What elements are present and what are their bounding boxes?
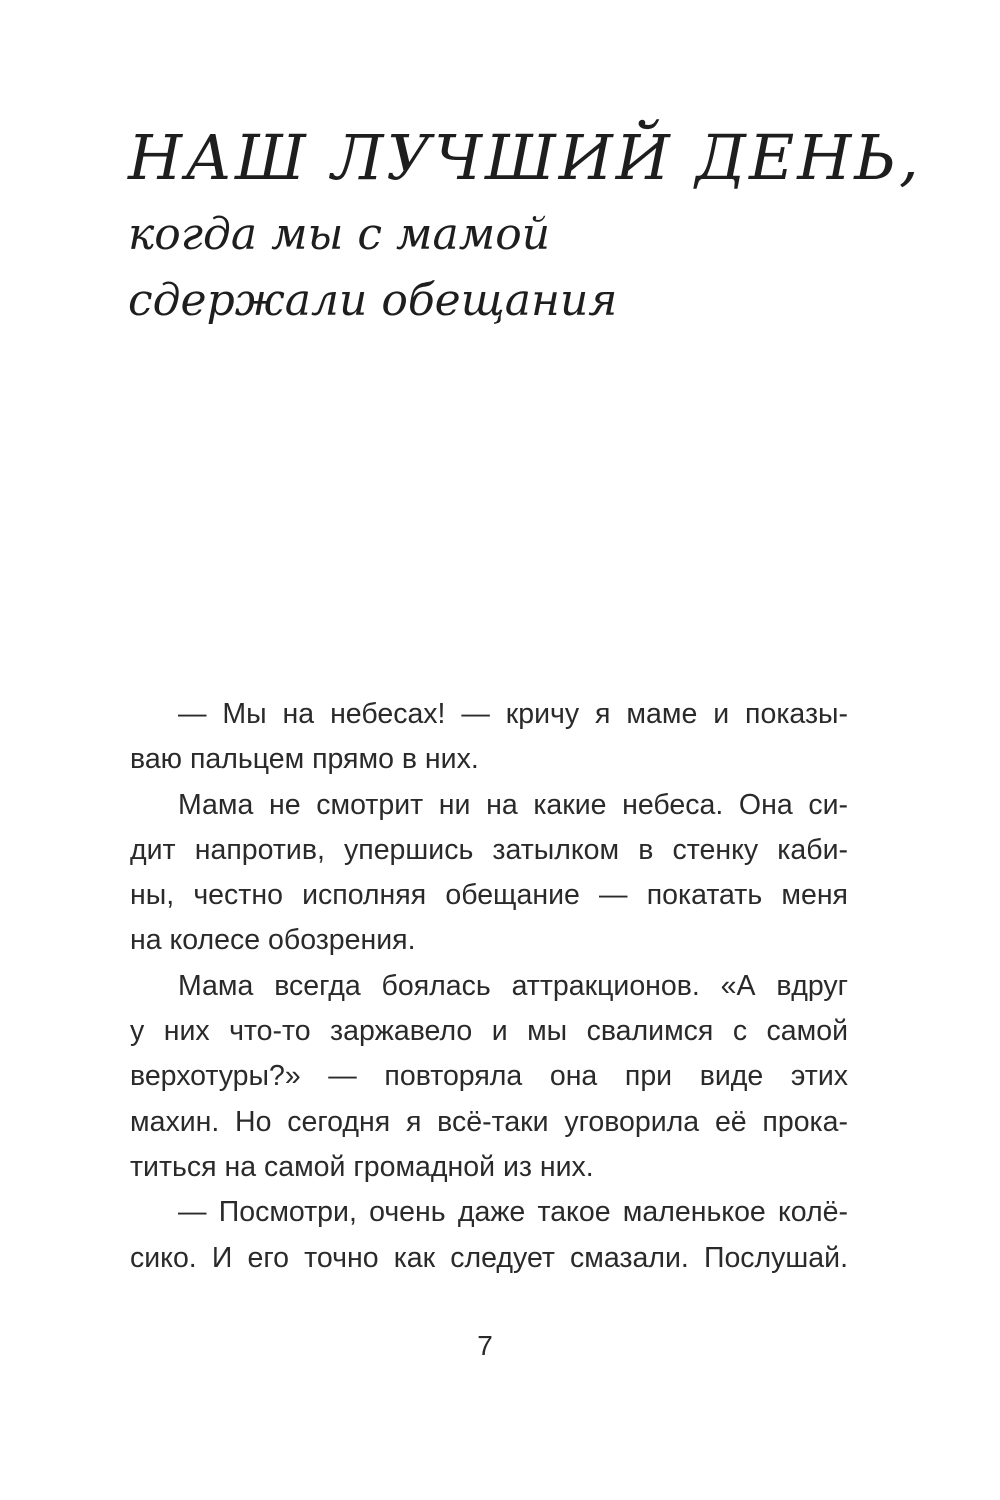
text-line: Мама не смотрит ни на какие небеса. Она си- (178, 788, 848, 821)
body-text (130, 692, 848, 1281)
chapter-subtitle-line-1: когда мы с мамой (128, 209, 551, 260)
chapter-title (128, 118, 922, 334)
chapter-subtitle-line-2: сдержали обещания (128, 275, 618, 326)
text-line: ны, честно исполняя обещание — покатать меня (130, 879, 848, 912)
text-line: сико. И его точно как следует смазали. Послушай. (130, 1241, 848, 1274)
chapter-title-main: НАШ ЛУЧШИЙ ДЕНЬ, (128, 121, 922, 194)
text-line: — Мы на небесах! — кричу я маме и показы- (178, 698, 848, 730)
text-line: у них что-то заржавело и мы свалимся с самой (130, 1015, 848, 1048)
text-line: титься на самой громадной из них. (130, 1150, 594, 1183)
page-number: 7 (477, 1330, 493, 1361)
text-line: на колесе обозрения. (130, 924, 416, 957)
text-line: верхотуры?» — повторяла она при виде этих (130, 1060, 848, 1093)
text-line: махин. Но сегодня я всё-таки уговорила её прока- (130, 1105, 848, 1138)
text-line: Мама всегда боялась аттракционов. «А вдруг (178, 969, 848, 1002)
text-line: ваю пальцем прямо в них. (130, 743, 479, 776)
text-line: — Посмотри, очень даже такое маленькое колё- (178, 1196, 848, 1229)
text-line: дит напротив, упершись затылком в стенку каби- (130, 833, 848, 866)
